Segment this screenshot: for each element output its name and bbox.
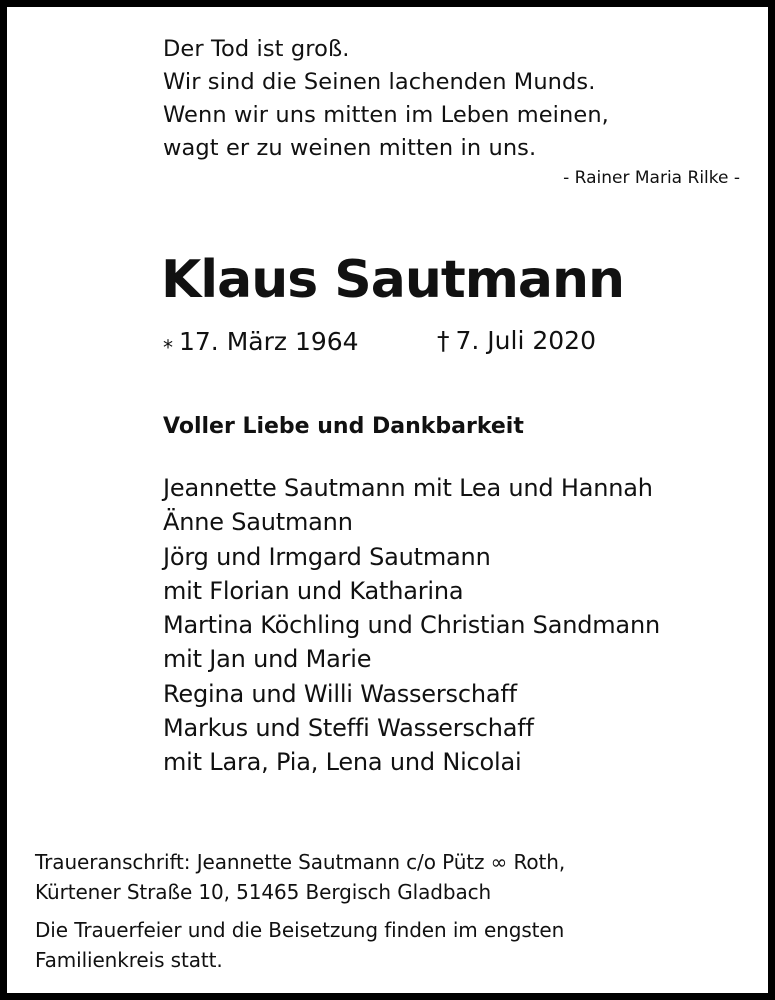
ceremony-note-line: Die Trauerfeier und die Beisetzung finden im engsten: [35, 918, 565, 942]
death-date-line: [437, 323, 596, 359]
poem-line: wagt er zu weinen mitten in uns.: [163, 135, 537, 161]
gratitude-heading: Voller Liebe und Dankbarkeit: [163, 414, 524, 439]
mourner-line: Jörg und Irmgard Sautmann: [163, 542, 491, 571]
birth-date-line: [163, 323, 359, 360]
ceremony-note-line: Familienkreis statt.: [35, 948, 223, 972]
poem: [163, 33, 753, 165]
poem-line: Wenn wir uns mitten im Leben meinen,: [163, 102, 609, 128]
mourners-list: [163, 471, 660, 780]
poem-line: Der Tod ist groß.: [163, 36, 350, 62]
birth-date: 17. März 1964: [179, 327, 359, 356]
poem-author: - Rainer Maria Rilke -: [563, 168, 740, 188]
death-cross-icon: †: [437, 326, 450, 355]
death-date: 7. Juli 2020: [455, 326, 596, 355]
mourner-line: Martina Köchling und Christian Sandmann: [163, 611, 660, 640]
mourner-line: Jeannette Sautmann mit Lea und Hannah: [163, 474, 653, 502]
mourning-address-line: Kürtener Straße 10, 51465 Bergisch Gladbach: [35, 880, 492, 904]
birth-star-icon: ⁎: [163, 329, 173, 353]
mourning-address-line: Traueranschrift: Jeannette Sautmann c/o Pütz ∞ Roth,: [35, 850, 566, 874]
mourner-line: mit Florian und Katharina: [163, 576, 464, 605]
mourner-line: Änne Sautmann: [163, 508, 353, 537]
mourner-line: Regina und Willi Wasserschaff: [163, 679, 517, 708]
mourner-line: Markus und Steffi Wasserschaff: [163, 714, 534, 743]
deceased-name: Klaus Sautmann: [161, 250, 625, 310]
footer-info: [35, 847, 755, 975]
mourner-line: mit Lara, Pia, Lena und Nicolai: [163, 748, 522, 777]
poem-line: Wir sind die Seinen lachenden Munds.: [163, 69, 596, 95]
mourner-line: mit Jan und Marie: [163, 645, 372, 674]
